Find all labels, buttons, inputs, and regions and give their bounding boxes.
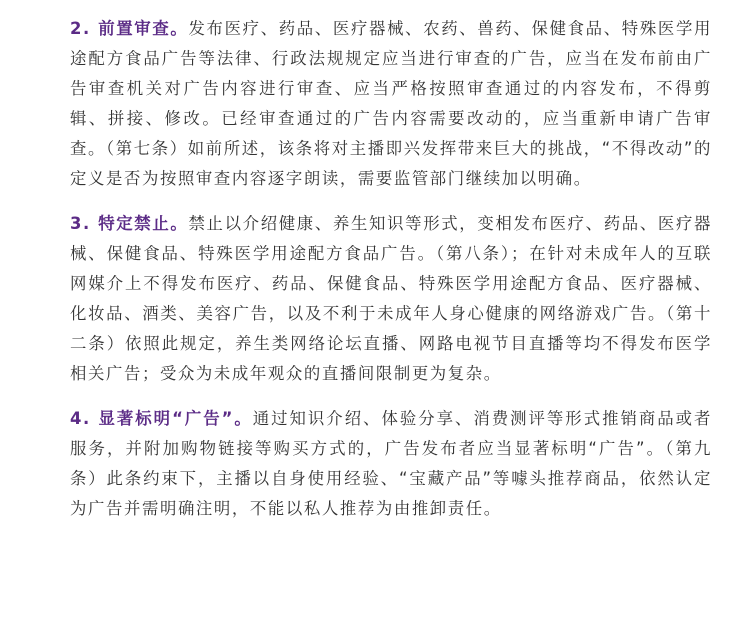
section-body: 通过知识介绍、体验分享、消费测评等形式推销商品或者服务，并附加购物链接等购买方式的，广告发布者应当显著标明“广告”。（第九条）此条约束下，主播以自身使用经验、“宝藏产品”等噱头推荐商品，依然认定为广告并需明确注明，不能以私人推荐为由推卸责任。 [70,409,712,518]
section-ad-label [70,404,712,524]
section-pre-review [70,14,712,194]
section-heading: 3. 特定禁止。 [70,214,189,233]
section-body: 发布医疗、药品、医疗器械、农药、兽药、保健食品、特殊医学用途配方食品广告等法律、行政法规规定应当进行审查的广告，应当在发布前由广告审查机关对广告内容进行审查、应当严格按照审查通过的内容发布，不得剪辑、拼接、修改。已经审查通过的广告内容需要改动的，应当重新申请广告审查。（第七条）如前所述，该条将对主播即兴发挥带来巨大的挑战，“不得改动”的定义是否为按照审查内容逐字朗读，需要监管部门继续加以明确。 [70,19,712,188]
section-heading: 2. 前置审查。 [70,19,189,38]
section-heading: 4. 显著标明“广告”。 [70,409,253,428]
section-body: 禁止以介绍健康、养生知识等形式，变相发布医疗、药品、医疗器械、保健食品、特殊医学用途配方食品广告。（第八条）；在针对未成年人的互联网媒介上不得发布医疗、药品、保健食品、特殊医学用途配方食品、医疗器械、化妆品、酒类、美容广告，以及不利于未成年人身心健康的网络游戏广告。（第十二条）依照此规定，养生类网络论坛直播、网路电视节目直播等均不得发布医学相关广告；受众为未成年观众的直播间限制更为复杂。 [70,214,712,383]
section-specific-prohibition [70,209,712,389]
